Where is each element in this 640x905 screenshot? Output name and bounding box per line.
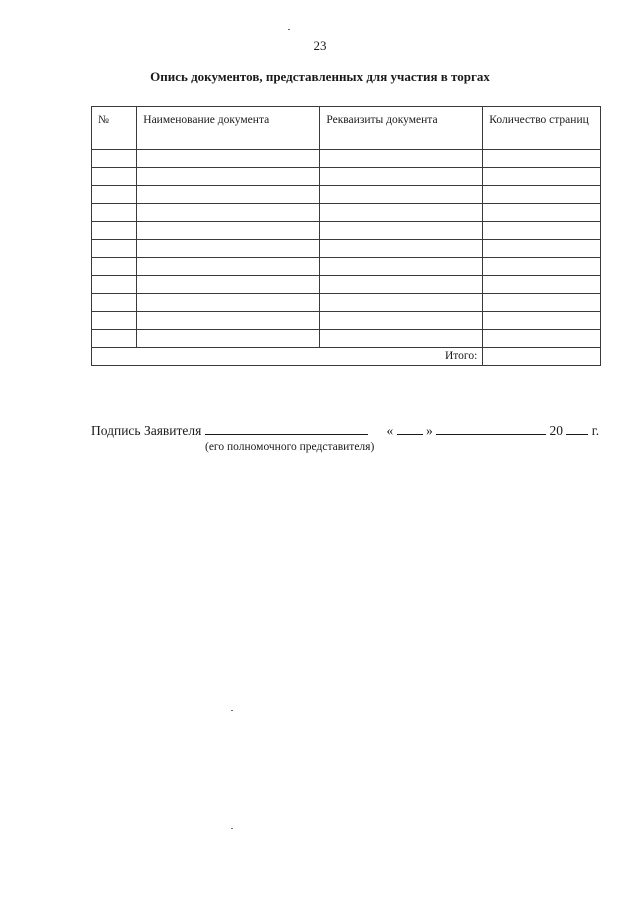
signature-blank[interactable] [205, 421, 368, 435]
scan-speck [231, 710, 233, 711]
row-document-name-cell[interactable] [137, 276, 320, 294]
row-requisites-cell[interactable] [320, 168, 483, 186]
table-row [92, 276, 601, 294]
total-value-cell[interactable] [483, 348, 601, 366]
table-row [92, 330, 601, 348]
row-number-cell[interactable] [92, 294, 137, 312]
row-page-count-cell[interactable] [483, 150, 601, 168]
row-page-count-cell[interactable] [483, 222, 601, 240]
row-document-name-cell[interactable] [137, 186, 320, 204]
row-number-cell[interactable] [92, 240, 137, 258]
table-row [92, 312, 601, 330]
row-document-name-cell[interactable] [137, 150, 320, 168]
row-page-count-cell[interactable] [483, 258, 601, 276]
row-number-cell[interactable] [92, 168, 137, 186]
page-number: 23 [313, 38, 327, 53]
table-row [92, 150, 601, 168]
table-row [92, 258, 601, 276]
row-requisites-cell[interactable] [320, 222, 483, 240]
row-requisites-cell[interactable] [320, 294, 483, 312]
row-document-name-cell[interactable] [137, 312, 320, 330]
row-page-count-cell[interactable] [483, 168, 601, 186]
row-page-count-cell[interactable] [483, 276, 601, 294]
table-body [92, 150, 601, 348]
row-page-count-cell[interactable] [483, 294, 601, 312]
header-document-requisites: Рекваизиты документа [320, 107, 483, 150]
table-row [92, 240, 601, 258]
date-close-quote: » [425, 423, 433, 438]
row-requisites-cell[interactable] [320, 276, 483, 294]
row-page-count-cell[interactable] [483, 240, 601, 258]
year-suffix: г. [591, 423, 600, 438]
row-number-cell[interactable] [92, 258, 137, 276]
row-number-cell[interactable] [92, 222, 137, 240]
row-number-cell[interactable] [92, 330, 137, 348]
header-number: № [92, 107, 137, 150]
row-document-name-cell[interactable] [137, 258, 320, 276]
row-page-count-cell[interactable] [483, 186, 601, 204]
row-requisites-cell[interactable] [320, 258, 483, 276]
signature-note: (его полномочного представителя) [205, 441, 375, 453]
row-number-cell[interactable] [92, 312, 137, 330]
row-requisites-cell[interactable] [320, 330, 483, 348]
row-document-name-cell[interactable] [137, 330, 320, 348]
document-title: Опись документов, представленных для участия в торгах [150, 69, 490, 84]
month-blank[interactable] [436, 421, 546, 435]
row-number-cell[interactable] [92, 204, 137, 222]
table-header-row [92, 107, 601, 150]
row-number-cell[interactable] [92, 150, 137, 168]
row-number-cell[interactable] [92, 186, 137, 204]
total-label: Итого: [92, 348, 483, 366]
date-open-quote: « [386, 423, 394, 438]
scan-speck [288, 29, 290, 30]
total-row [92, 348, 601, 366]
signature-line [91, 421, 603, 439]
row-requisites-cell[interactable] [320, 150, 483, 168]
day-blank[interactable] [397, 421, 423, 435]
table-row [92, 186, 601, 204]
year-blank[interactable] [566, 421, 588, 435]
table-row [92, 222, 601, 240]
row-document-name-cell[interactable] [137, 294, 320, 312]
row-number-cell[interactable] [92, 276, 137, 294]
row-page-count-cell[interactable] [483, 204, 601, 222]
table-row [92, 168, 601, 186]
scan-speck [231, 828, 233, 829]
row-requisites-cell[interactable] [320, 186, 483, 204]
row-document-name-cell[interactable] [137, 240, 320, 258]
year-prefix: 20 [549, 423, 563, 438]
header-page-count: Количество страниц [483, 107, 601, 150]
table-row [92, 294, 601, 312]
row-requisites-cell[interactable] [320, 204, 483, 222]
header-document-name: Наименование документа [137, 107, 320, 150]
row-document-name-cell[interactable] [137, 204, 320, 222]
row-document-name-cell[interactable] [137, 222, 320, 240]
row-requisites-cell[interactable] [320, 240, 483, 258]
row-page-count-cell[interactable] [483, 330, 601, 348]
row-requisites-cell[interactable] [320, 312, 483, 330]
table-row [92, 204, 601, 222]
row-document-name-cell[interactable] [137, 168, 320, 186]
signature-label: Подпись Заявителя [91, 423, 202, 438]
row-page-count-cell[interactable] [483, 312, 601, 330]
documents-inventory-table [91, 106, 601, 366]
